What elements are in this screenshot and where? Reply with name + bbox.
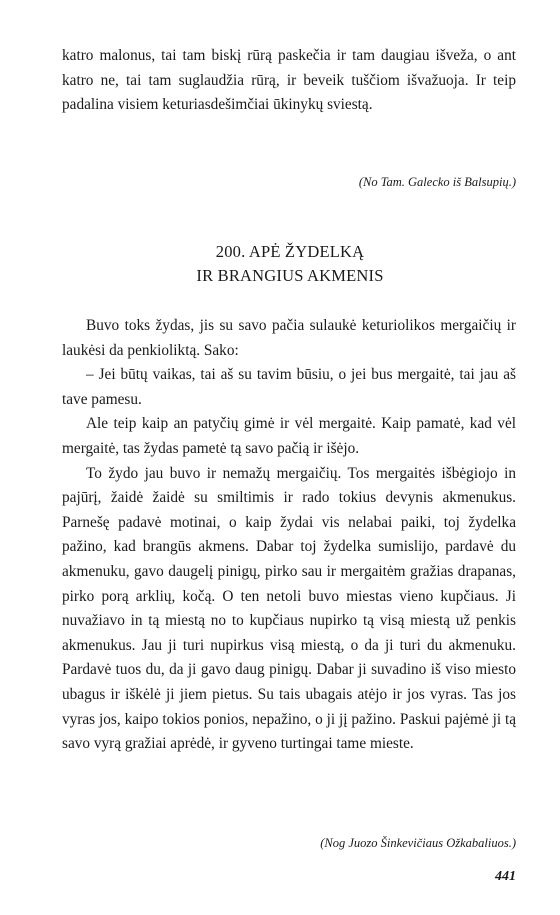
previous-story-source: (No Tam. Galecko iš Balsupių.) — [358, 175, 516, 189]
paragraph: Buvo toks žydas, jis su savo pačia sulaukė keturiolikos mergaičių ir laukėsi da penkioliktą. Sako: — [62, 317, 516, 359]
story-body — [62, 314, 516, 757]
paragraph: To žydo jau buvo ir nemažų mergaičių. Tos mergaitės išbėgiojo in pajūrį, žaidė žaidė su smiltimis ir rado tokius devynis akmenukus. Parnešę padavė motinai, o kaip žydai vis nelabai paiki, toj žydelka pažino, kad brangūs akmens. Dabar toj žydelka sumislijo, pardavė du akmenuku, gavo daugelį pinigų, pirko sau ir mergaitėm gražias drapanas, pirko porą arklių, kočą. O ten netoli buvo miestas vieno kupčiaus. Ji nuvažiavo in tą miestą no to kupčiaus nupirko tą visą miestą už penkis akmenukus. Jau ji turi nupirkus visą miestą, o da ji turi du akmenuku. Pardavė tuos du, da ji gavo daug pinigų. Dabar ji suvadino iš viso miesto ubagus ir iškėlė ji jiem pietus. Su tais ubagais atėjo ir jos vyras. Tas jos vyras jos, kaipo tokios ponios, nepažino, o ji jį pažino. Paskui pajėmė ji tą savo vyrą gražiai aprėdė, ir gyveno turtingai tame mieste. — [62, 464, 516, 753]
dialogue-line: – Jei būtų vaikas, tai aš su tavim būsiu, o jei bus mergaitė, tai jau aš tave pamesu. — [62, 366, 516, 408]
title-line: IR BRANGIUS AKMENIS — [196, 266, 384, 285]
paragraph: Ale teip kaip an patyčių gimė ir vėl mergaitė. Kaip pamatė, kad vėl mergaitė, tas žydas pametė tą savo pačią ir išėjo. — [62, 415, 516, 457]
story-source: (Nog Juozo Šinkevičiaus Ožkabaliuos.) — [320, 836, 516, 850]
paragraph: katro malonus, tai tam biskį rūrą paskečia ir tam daugiau išveža, o ant katro ne, tai tam suglaudžia rūrą, ir beveik tuščiom išvažuoja. Ir teip padalina visiem keturiasdešimčiai ūkinykų sviestą. — [62, 47, 516, 114]
page-number: 441 — [495, 869, 516, 884]
previous-story-text — [62, 44, 516, 118]
title-line: 200. APĖ ŽYDELKĄ — [215, 242, 365, 261]
story-title — [60, 240, 520, 288]
